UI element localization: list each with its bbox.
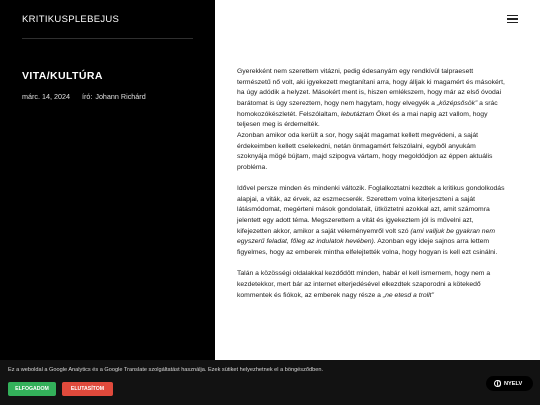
language-switcher-button[interactable]: [486, 376, 533, 391]
post-author: [82, 92, 146, 101]
article-paragraph: [237, 67, 505, 174]
sidebar: [0, 0, 215, 405]
post-meta: [22, 92, 146, 101]
article-text: Azonban amikor oda került a sor, hogy saját magamat kellett megvédeni, a saját érdekeimben kellett cselekedni, netán önmagamért felszólalni, egyből anyukám szoknyája mögé bújtam, majd szipogva vártam, hogy megoldódjon az éppen aktuális probléma.: [237, 131, 493, 171]
author-prefix: író:: [81, 92, 93, 101]
article-text: Talán a közösségi oldalakkal kezdődött minden, habár el kell ismernem, hogy nem a kezdetekkor, mert bár az internet elterjedésével elkezdtek szaporodni a kötekedő kommentek és fiókok, az emberek nagy része a: [237, 270, 491, 299]
post-date: márc. 14, 2024: [22, 92, 70, 101]
cookie-notice-text: Ez a weboldal a Google Analytics és a Google Translate szolgáltatást használja. Ezek sütiket helyezhetnek el a böngésződben.: [8, 367, 323, 373]
article-text: a srác homokozókészletét. Felszólaltam,: [237, 99, 498, 118]
article-emphasis: (ami valljuk be gyakran nem egyszerű feladat, főleg az indulatok hevében).: [237, 227, 496, 246]
article-emphasis: „középsősök”: [436, 99, 478, 107]
language-label: NYELV: [504, 380, 523, 387]
article-emphasis: lebutáztam: [340, 110, 375, 118]
hamburger-line: [507, 22, 518, 23]
author-link[interactable]: Johann Richárd: [95, 92, 146, 101]
article-body: [237, 67, 505, 312]
sidebar-divider: [22, 38, 193, 39]
hamburger-line: [507, 18, 518, 19]
post-title: VITA/KULTÚRA: [22, 70, 103, 82]
site-brand-link[interactable]: KRITIKUSPLEBEJUS: [22, 14, 120, 25]
article-text: Azonban egy ideje sajnos arra lettem figyelmes, hogy az emberek mintha elfelejtették volna, hogy hogyan is kell ezt csinálni.: [237, 238, 498, 257]
article-emphasis: „ne etesd a trollt”: [382, 291, 434, 299]
hamburger-line: [507, 15, 518, 16]
globe-icon: [494, 380, 501, 387]
article-paragraph: [237, 269, 505, 301]
article-text: Gyerekként nem szerettem vitázni, pedig édesanyám egy rendkívül talpraesett természetű nő volt, aki igyekezett megtanítani arra, hogy álljak ki magamért és másokért, ha úgy adódik a helyzet. Másokért ment is, hiszen emlékszem, hogy már az első óvodai barátomat is úgy szereztem, hogy nem hagytam, hogy elvegyék a: [237, 68, 505, 107]
article-text: Őket és a mai napig azt vallom, hogy teljesen meg is érdemelték.: [237, 110, 488, 129]
cookie-reject-button[interactable]: ELUTASÍTOM: [62, 382, 113, 396]
top-bar: [215, 0, 540, 38]
article-text: Idővel persze minden és mindenki változik. Foglalkoztatni kezdtek a kritikus gondolkodás alapjai, a viták, az érvek, az eszmecserék. Szerettem volna kiterjeszteni a saját látásmódomat, megérteni mások gondolatait, ütköztetni azokkal azt, amit számomra jelentett egy adott téma. Megszerettem a vitát és igyekeztem jól is művelni azt, kifejezetten akkor, amikor a saját véleményemről volt szó: [237, 185, 505, 235]
article-paragraph: [237, 184, 505, 259]
hamburger-menu-icon[interactable]: [507, 15, 518, 23]
cookie-accept-button[interactable]: ELFOGADOM: [8, 382, 56, 396]
